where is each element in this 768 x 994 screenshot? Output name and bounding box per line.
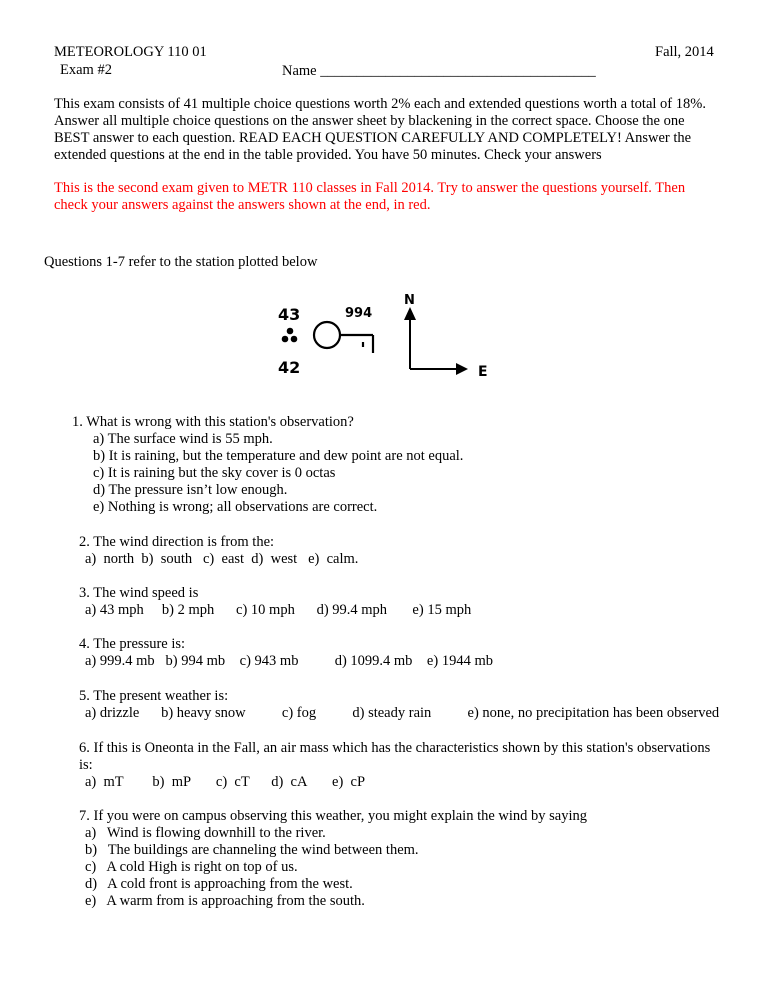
question-5-stem: 5. The present weather is: [79, 688, 229, 704]
question-4-stem: 4. The pressure is: [79, 636, 186, 652]
question-1-option-c: c) It is raining but the sky cover is 0 octas [93, 465, 336, 481]
north-arrow-icon [404, 307, 416, 320]
exam-number: Exam #2 [60, 62, 112, 78]
question-4-options: a) 999.4 mb b) 994 mb c) 943 mb d) 1099.4 mb e) 1944 mb [85, 653, 493, 669]
east-label: E [478, 364, 488, 380]
question-2 [79, 534, 358, 568]
rain-symbol [282, 328, 298, 343]
temperature-value: 43 [278, 305, 301, 324]
wind-barb [340, 335, 373, 353]
east-arrow-icon [456, 363, 468, 375]
question-5 [79, 688, 719, 722]
station-intro: Questions 1-7 refer to the station plotted below [44, 254, 318, 270]
question-6 [79, 740, 719, 791]
question-7-option-b: b) The buildings are channeling the wind between them. [85, 842, 419, 858]
question-7-option-e: e) A warm from is approaching from the south. [85, 893, 365, 909]
pressure-value: 994 [345, 306, 373, 321]
question-1-option-d: d) The pressure isn’t low enough. [93, 482, 288, 498]
dew-point-value: 42 [278, 358, 301, 377]
question-1-option-e: e) Nothing is wrong; all observations are correct. [93, 499, 378, 515]
question-5-options: a) drizzle b) heavy snow c) fog d) steady rain e) none, no precipitation has been observed [85, 705, 720, 721]
term: Fall, 2014 [655, 44, 714, 60]
question-3-stem: 3. The wind speed is [79, 585, 199, 601]
course-title: METEOROLOGY 110 01 [54, 44, 207, 60]
sky-cover-circle [314, 322, 340, 348]
question-2-options: a) north b) south c) east d) west e) calm. [85, 551, 359, 567]
question-7-stem: 7. If you were on campus observing this weather, you might explain the wind by saying [79, 808, 588, 824]
question-7-option-a: a) Wind is flowing downhill to the river. [85, 825, 326, 841]
question-6-options: a) mT b) mP c) cT d) cA e) cP [85, 774, 366, 790]
instructions: This exam consists of 41 multiple choice questions worth 2% each and extended questions worth a total of 18%. Answer all multiple choice questions on the answer sheet by blackening in the correct space. Choose the one BEST answer to each question. READ EACH QUESTION CAREFULLY AND COMPLETELY! Answer the extended questions at the end in the table provided. You have 50 minutes. Check your answers [54, 96, 706, 163]
question-2-stem: 2. The wind direction is from the: [79, 534, 275, 550]
name-field[interactable]: Name ______________________________________ [282, 63, 596, 79]
question-1-stem: 1. What is wrong with this station's observation? [72, 414, 354, 430]
compass-axes [404, 293, 488, 380]
question-7-option-c: c) A cold High is right on top of us. [85, 859, 298, 875]
question-4 [79, 636, 493, 670]
north-label: N [404, 293, 415, 308]
question-3 [79, 585, 471, 619]
question-6-stem: 6. If this is Oneonta in the Fall, an air mass which has the characteristics shown by this station's observations is: [79, 740, 711, 773]
question-1-option-b: b) It is raining, but the temperature and dew point are not equal. [93, 448, 464, 464]
question-1 [72, 414, 463, 516]
answer-note: This is the second exam given to METR 110 classes in Fall 2014. Try to answer the questions yourself. Then check your answers against the answers shown at the end, in red. [54, 180, 686, 213]
question-1-option-a: a) The surface wind is 55 mph. [93, 431, 273, 447]
question-7-option-d: d) A cold front is approaching from the west. [85, 876, 353, 892]
station-model-diagram [260, 290, 500, 385]
question-3-options: a) 43 mph b) 2 mph c) 10 mph d) 99.4 mph e) 15 mph [85, 602, 472, 618]
question-7 [79, 808, 587, 910]
